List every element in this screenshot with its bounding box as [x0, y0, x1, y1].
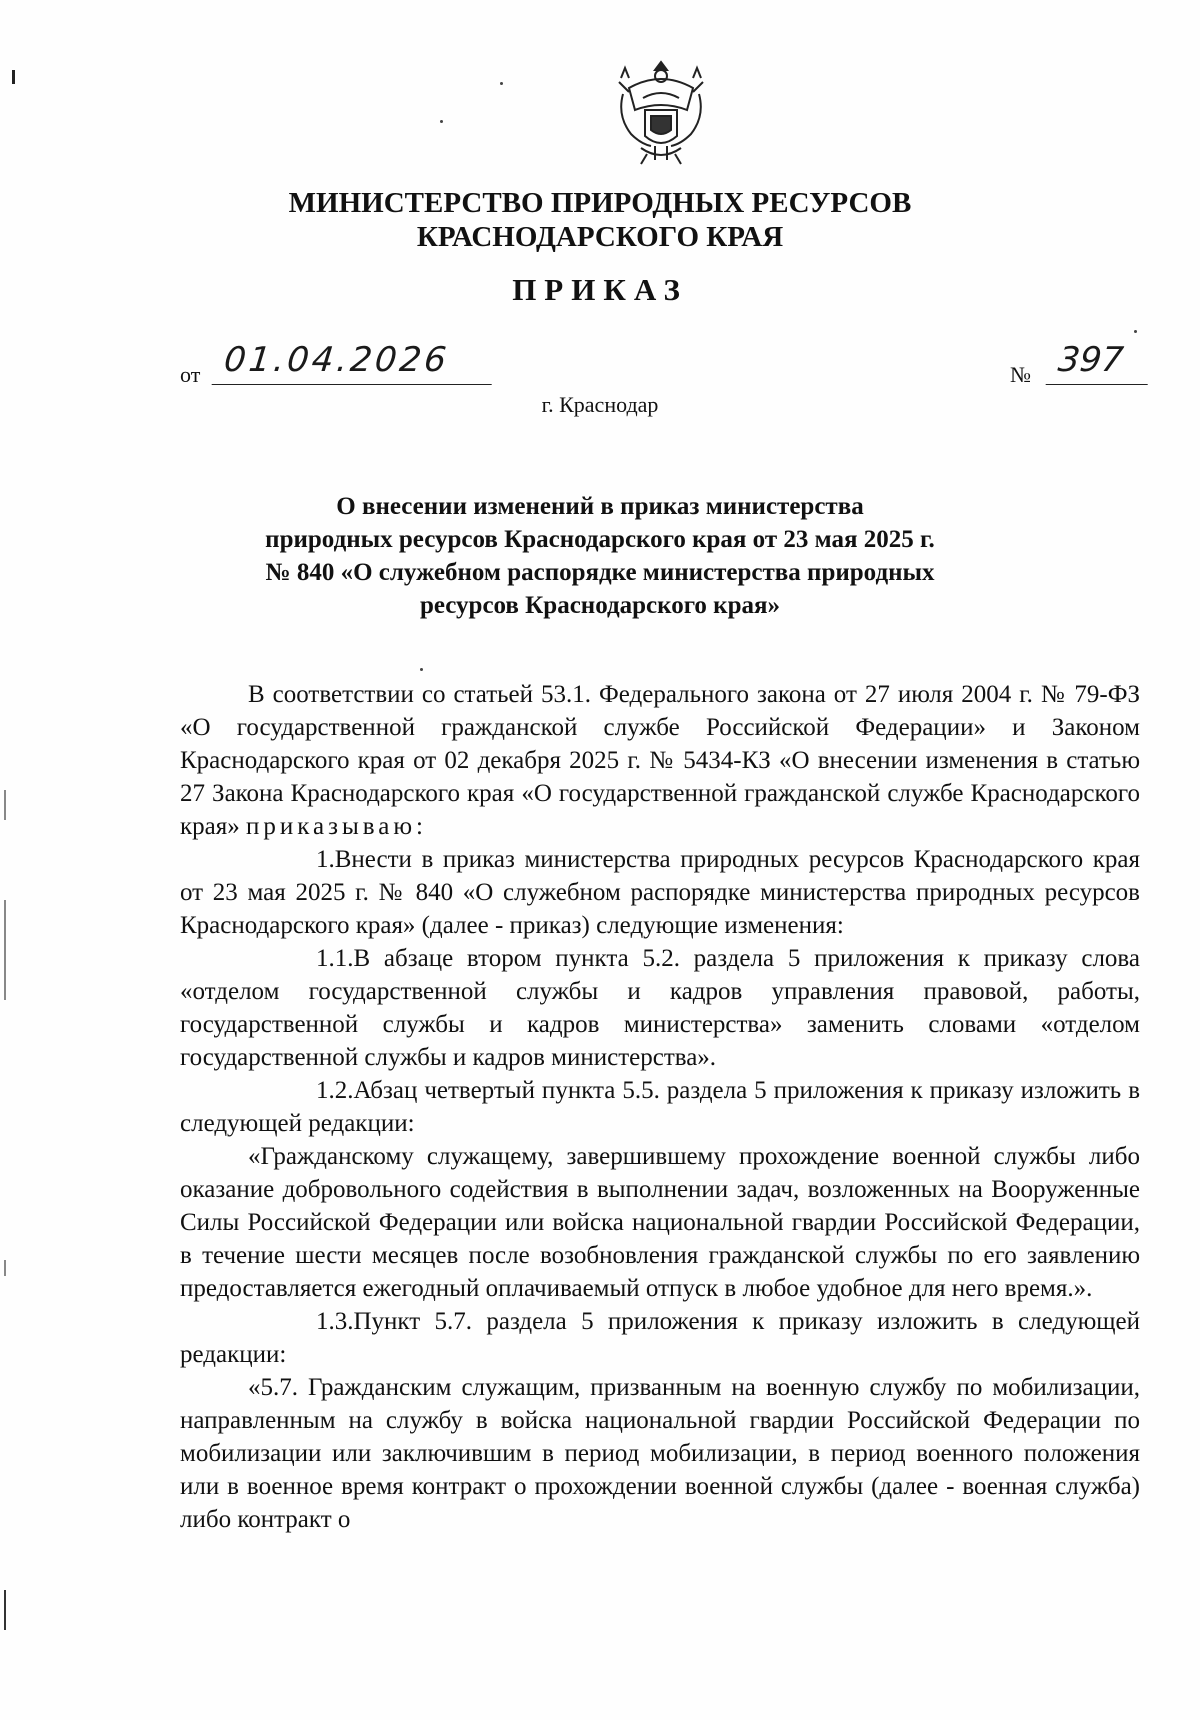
scan-speck — [440, 120, 443, 123]
scan-speck — [500, 82, 503, 85]
ministry-name — [0, 186, 1200, 254]
handwritten-date: 01.04.2026 — [212, 340, 497, 385]
subject-line-4: ресурсов Краснодарского края» — [419, 592, 781, 619]
item-1-2-number: 1.2. — [316, 1077, 354, 1104]
scan-mark — [4, 790, 6, 820]
date-prefix: от — [180, 362, 201, 387]
order-body — [180, 678, 1140, 1536]
item-1-1-text: В абзаце втором пункта 5.2. раздела 5 приложения к приказу слова «отделом государственной службы и кадров управления правовой, работы, государственной службы и кадров министерства» заменить словами «отделом государственной службы и кадров министерства». — [180, 945, 1140, 1071]
preamble-paragraph — [180, 678, 1140, 843]
order-word: приказываю: — [246, 813, 427, 840]
item-1-3-text: Пункт 5.7. раздела 5 приложения к приказу изложить в следующей редакции: — [180, 1308, 1140, 1368]
item-1-text: Внести в приказ министерства природных ресурсов Краснодарского края от 23 мая 2025 г. № 840 «О служебном распорядке министерства природных ресурсов Краснодарского края» (далее - приказ) следующие изменения: — [180, 846, 1140, 939]
scan-mark — [4, 1260, 6, 1276]
ministry-line-2: КРАСНОДАРСКОГО КРАЯ — [416, 221, 784, 253]
preamble-text: В соответствии со статьей 53.1. Федерального закона от 27 июля 2004 г. № 79-ФЗ «О государственной гражданской службе Российской Федерации» и Законом Краснодарского края от 02 декабря 2025 г. № 5434-КЗ «О внесении изменения в статью 27 Закона Краснодарского края «О государственной гражданской службе Краснодарского края» — [180, 681, 1140, 840]
subject-line-2: природных ресурсов Краснодарского края от 23 мая 2025 г. — [265, 526, 935, 553]
item-1-paragraph — [180, 843, 1140, 942]
coat-of-arms-emblem — [615, 58, 707, 166]
subject-line-3: № 840 «О служебном распорядке министерства природных — [265, 559, 935, 586]
date-number-row — [180, 340, 1140, 400]
subject-line-1: О внесении изменений в приказ министерства — [336, 493, 864, 520]
handwritten-number: 397 — [1046, 340, 1153, 385]
order-subject — [0, 490, 1200, 622]
number-prefix: № — [1010, 362, 1031, 387]
item-1-2-paragraph — [180, 1074, 1140, 1140]
item-1-number: 1. — [316, 846, 335, 873]
scan-mark — [4, 900, 6, 1000]
scan-mark — [12, 70, 15, 84]
city-name: г. Краснодар — [541, 392, 659, 417]
document-type-title: ПРИКАЗ — [512, 272, 688, 307]
item-1-1-number: 1.1. — [316, 945, 354, 972]
ministry-line-1: МИНИСТЕРСТВО ПРИРОДНЫХ РЕСУРСОВ — [288, 187, 912, 219]
scan-speck — [1134, 330, 1137, 333]
scan-mark — [4, 1590, 6, 1630]
item-1-2-quote: «Гражданскому служащему, завершившему прохождение военной службы либо оказание добровольного содействия в выполнении задач, возложенных на Вооруженные Силы Российской Федерации или войска национальной гвардии Российской Федерации, в течение шести месяцев после возобновления гражданской службы по его заявлению предоставляется ежегодный оплачиваемый отпуск в любое удобное для него время.». — [180, 1143, 1140, 1302]
item-1-2-text: Абзац четвертый пункта 5.5. раздела 5 приложения к приказу изложить в следующей редакции: — [180, 1077, 1140, 1137]
scan-speck — [420, 668, 423, 671]
item-1-3-quote: «5.7. Гражданским служащим, призванным на военную службу по мобилизации, направленным на службу в войска национальной гвардии Российской Федерации по мобилизации или заключившим в период мобилизации, в период военного положения или в военное время контракт о прохождении военной службы (далее - военная служба) либо контракт о — [180, 1374, 1140, 1533]
item-1-3-number: 1.3. — [316, 1308, 354, 1335]
item-1-1-paragraph — [180, 942, 1140, 1074]
item-1-3-paragraph — [180, 1305, 1140, 1371]
